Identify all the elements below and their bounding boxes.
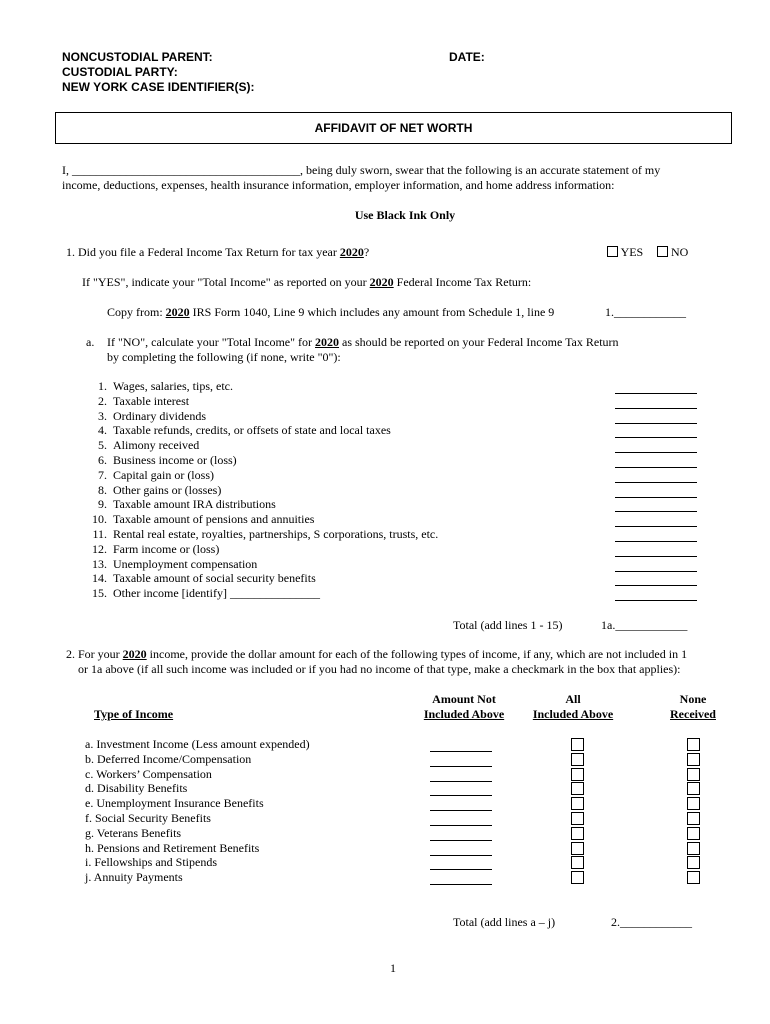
yes-label: YES bbox=[620, 245, 644, 259]
noncustodial-parent-label: NONCUSTODIAL PARENT: bbox=[62, 50, 213, 64]
income-item bbox=[85, 571, 316, 586]
other-income-item: c. Workers’ Compensation bbox=[85, 766, 212, 781]
all-included-checkbox[interactable] bbox=[571, 797, 584, 810]
income-item bbox=[85, 483, 221, 498]
income-item bbox=[85, 497, 276, 512]
q1-copy-from bbox=[107, 305, 554, 320]
none-received-checkbox[interactable] bbox=[687, 738, 700, 751]
income-item-number: 9. bbox=[98, 497, 107, 512]
q2-total-label: Total (add lines a – j) bbox=[453, 915, 556, 929]
if-yes-year: 2020 bbox=[369, 275, 394, 289]
income-item-answer-line[interactable] bbox=[615, 541, 697, 542]
q1-a-line-2: by completing the following (if none, write "0"): bbox=[107, 350, 341, 364]
all-included-checkbox[interactable] bbox=[571, 842, 584, 855]
other-income-item: g. Veterans Benefits bbox=[85, 825, 182, 840]
income-item-label: Ordinary dividends bbox=[113, 408, 206, 423]
income-item bbox=[85, 379, 233, 394]
income-item bbox=[85, 438, 199, 453]
col-all-line-1: All bbox=[565, 692, 581, 706]
a-prefix: If "NO", calculate your "Total Income" for bbox=[107, 335, 316, 349]
income-item-answer-line[interactable] bbox=[615, 571, 697, 572]
a-suffix: as should be reported on your Federal Income Tax Return bbox=[339, 335, 619, 349]
income-item-number: 6. bbox=[98, 453, 107, 467]
income-item-number: 5. bbox=[98, 438, 107, 453]
income-item-answer-line[interactable] bbox=[615, 585, 697, 586]
q2-line-2: or 1a above (if all such income was included or if you had no income of that type, make a checkmark in the box that applies): bbox=[78, 662, 681, 676]
all-included-checkbox[interactable] bbox=[571, 753, 584, 766]
other-income-item: a. Investment Income (Less amount expended) bbox=[85, 737, 310, 751]
col-all-line-2: Included Above bbox=[532, 707, 614, 721]
income-item-number: 15. bbox=[92, 586, 107, 601]
income-item bbox=[85, 468, 214, 483]
none-received-checkbox[interactable] bbox=[687, 782, 700, 795]
q1-year: 2020 bbox=[339, 245, 364, 259]
income-item-answer-line[interactable] bbox=[615, 423, 697, 424]
col-amount-line-2: Included Above bbox=[423, 707, 505, 721]
income-item-answer-line[interactable] bbox=[615, 497, 697, 498]
col-amount-not-included bbox=[420, 692, 508, 722]
q2-line-1 bbox=[66, 647, 687, 662]
income-item-label: Farm income or (loss) bbox=[113, 541, 220, 556]
income-item bbox=[85, 512, 314, 527]
q1-prefix: 1. Did you file a Federal Income Tax Return for tax year bbox=[66, 245, 340, 259]
income-item-label: Capital gain or (loss) bbox=[113, 467, 214, 482]
col-type-of-income: Type of Income bbox=[94, 707, 174, 721]
copy-suffix: IRS Form 1040, Line 9 which includes any amount from Schedule 1, line 9 bbox=[189, 305, 555, 319]
income-item-number: 11. bbox=[92, 527, 107, 541]
intro-prefix: I, bbox=[62, 163, 72, 177]
q1-yes-option[interactable] bbox=[607, 245, 643, 260]
line-2-answer[interactable]: 2.____________ bbox=[611, 915, 692, 929]
none-received-checkbox[interactable] bbox=[687, 871, 700, 884]
income-item-answer-line[interactable] bbox=[615, 467, 697, 468]
none-received-checkbox[interactable] bbox=[687, 797, 700, 810]
amount-not-included-line[interactable] bbox=[430, 840, 492, 841]
income-item-number: 4. bbox=[98, 423, 107, 438]
all-included-checkbox[interactable] bbox=[571, 827, 584, 840]
yes-checkbox[interactable] bbox=[607, 246, 618, 257]
amount-not-included-line[interactable] bbox=[430, 810, 492, 811]
other-income-item: d. Disability Benefits bbox=[85, 781, 188, 796]
q1-no-option[interactable] bbox=[657, 245, 688, 260]
other-income-item: e. Unemployment Insurance Benefits bbox=[85, 796, 264, 811]
income-item bbox=[85, 527, 438, 542]
col-none-line-1: None bbox=[679, 692, 707, 706]
income-item-label: Wages, salaries, tips, etc. bbox=[113, 379, 233, 393]
income-item-number: 1. bbox=[98, 379, 107, 393]
all-included-checkbox[interactable] bbox=[571, 782, 584, 795]
amount-not-included-line[interactable] bbox=[430, 781, 492, 782]
date-label: DATE: bbox=[449, 50, 485, 64]
income-item-label: Taxable amount IRA distributions bbox=[113, 497, 276, 512]
intro-suffix: , being duly sworn, swear that the following is an accurate statement of my bbox=[300, 163, 661, 177]
other-income-item: h. Pensions and Retirement Benefits bbox=[85, 840, 260, 855]
income-item-label: Taxable amount of social security benefits bbox=[113, 571, 316, 586]
all-included-checkbox[interactable] bbox=[571, 768, 584, 781]
intro-line-1 bbox=[62, 163, 660, 178]
income-item-answer-line[interactable] bbox=[615, 408, 697, 409]
q2-prefix: 2. For your bbox=[66, 647, 123, 661]
income-item-answer-line[interactable] bbox=[615, 511, 697, 512]
if-yes-suffix: Federal Income Tax Return: bbox=[393, 275, 532, 289]
col-amount-line-1: Amount Not bbox=[432, 692, 496, 706]
line-1a-answer[interactable]: 1a.____________ bbox=[601, 618, 688, 632]
none-received-checkbox[interactable] bbox=[687, 768, 700, 781]
income-item-number: 13. bbox=[92, 556, 107, 571]
copy-prefix: Copy from: bbox=[107, 305, 166, 319]
all-included-checkbox[interactable] bbox=[571, 856, 584, 869]
income-item-label: Alimony received bbox=[113, 438, 200, 453]
amount-not-included-line[interactable] bbox=[430, 795, 492, 796]
amount-not-included-line[interactable] bbox=[430, 751, 492, 752]
income-item-answer-line[interactable] bbox=[615, 437, 697, 438]
q1-suffix: ? bbox=[363, 245, 370, 259]
income-item-label: Other gains or (losses) bbox=[113, 482, 222, 497]
income-item-number: 12. bbox=[92, 541, 107, 556]
q1-if-yes bbox=[82, 275, 531, 290]
income-item-number: 3. bbox=[98, 408, 107, 423]
line-1-answer[interactable]: 1.____________ bbox=[605, 305, 686, 319]
case-identifier-label: NEW YORK CASE IDENTIFIER(S): bbox=[62, 80, 255, 94]
a-year: 2020 bbox=[315, 335, 340, 349]
col-none-received bbox=[665, 692, 721, 722]
all-included-checkbox[interactable] bbox=[571, 871, 584, 884]
none-received-checkbox[interactable] bbox=[687, 827, 700, 840]
q1-question bbox=[66, 245, 369, 260]
amount-not-included-line[interactable] bbox=[430, 869, 492, 870]
other-income-item: i. Fellowships and Stipends bbox=[85, 855, 218, 870]
q2-year: 2020 bbox=[122, 647, 147, 661]
income-item-number: 14. bbox=[92, 571, 107, 586]
page-number: 1 bbox=[390, 961, 396, 975]
income-item-number: 2. bbox=[98, 393, 107, 408]
income-item-number: 10. bbox=[92, 512, 107, 527]
ink-note: Use Black Ink Only bbox=[354, 208, 456, 222]
other-income-item: b. Deferred Income/Compensation bbox=[85, 751, 252, 766]
col-none-line-2: Received bbox=[670, 707, 716, 721]
income-item-answer-line[interactable] bbox=[615, 452, 697, 453]
q1-a-line-1 bbox=[107, 335, 619, 350]
income-item-number: 8. bbox=[98, 482, 107, 497]
income-item bbox=[85, 542, 219, 557]
custodial-party-label: CUSTODIAL PARTY: bbox=[62, 65, 178, 79]
amount-not-included-line[interactable] bbox=[430, 884, 492, 885]
income-item-label: Taxable amount of pensions and annuities bbox=[113, 512, 315, 527]
no-checkbox[interactable] bbox=[657, 246, 668, 257]
income-item-answer-line[interactable] bbox=[615, 393, 697, 394]
col-all-included bbox=[528, 692, 618, 722]
income-item bbox=[85, 453, 237, 468]
copy-year: 2020 bbox=[165, 305, 190, 319]
income-item bbox=[85, 394, 189, 409]
income-item-label: Business income or (loss) bbox=[113, 453, 237, 467]
q2-suffix: income, provide the dollar amount for each of the following types of income, if any, which are not included in 1 bbox=[146, 647, 688, 661]
if-yes-prefix: If "YES", indicate your "Total Income" as reported on your bbox=[82, 275, 370, 289]
no-label: NO bbox=[671, 245, 689, 259]
income-item-answer-line[interactable] bbox=[615, 526, 697, 527]
income-item-label: Unemployment compensation bbox=[113, 556, 258, 571]
all-included-checkbox[interactable] bbox=[571, 812, 584, 825]
income-item-label: Other income [identify] _______________ bbox=[113, 586, 320, 601]
none-received-checkbox[interactable] bbox=[687, 812, 700, 825]
other-income-item: f. Social Security Benefits bbox=[85, 811, 211, 825]
affiant-name-blank[interactable]: ______________________________________ bbox=[72, 163, 300, 177]
income-item-label: Taxable interest bbox=[113, 393, 190, 408]
q1-a-label: a. bbox=[86, 335, 95, 349]
none-received-checkbox[interactable] bbox=[687, 856, 700, 869]
income-item bbox=[85, 409, 206, 424]
none-received-checkbox[interactable] bbox=[687, 753, 700, 766]
income-item bbox=[85, 423, 391, 438]
none-received-checkbox[interactable] bbox=[687, 842, 700, 855]
income-item-number: 7. bbox=[98, 467, 107, 482]
amount-not-included-line[interactable] bbox=[430, 855, 492, 856]
income-item bbox=[85, 557, 257, 572]
q1-total-label: Total (add lines 1 - 15) bbox=[453, 618, 563, 632]
income-item-answer-line[interactable] bbox=[615, 482, 697, 483]
amount-not-included-line[interactable] bbox=[430, 825, 492, 826]
income-item-answer-line[interactable] bbox=[615, 600, 697, 601]
all-included-checkbox[interactable] bbox=[571, 738, 584, 751]
page-title: AFFIDAVIT OF NET WORTH bbox=[314, 121, 473, 135]
income-item-answer-line[interactable] bbox=[615, 556, 697, 557]
other-income-item: j. Annuity Payments bbox=[85, 870, 183, 885]
income-item-label: Taxable refunds, credits, or offsets of state and local taxes bbox=[113, 423, 391, 438]
income-item bbox=[85, 586, 320, 601]
amount-not-included-line[interactable] bbox=[430, 766, 492, 767]
intro-line-2: income, deductions, expenses, health insurance information, employer information, and home address information: bbox=[62, 178, 615, 192]
title-box bbox=[55, 112, 732, 144]
income-item-label: Rental real estate, royalties, partnerships, S corporations, trusts, etc. bbox=[113, 527, 439, 541]
